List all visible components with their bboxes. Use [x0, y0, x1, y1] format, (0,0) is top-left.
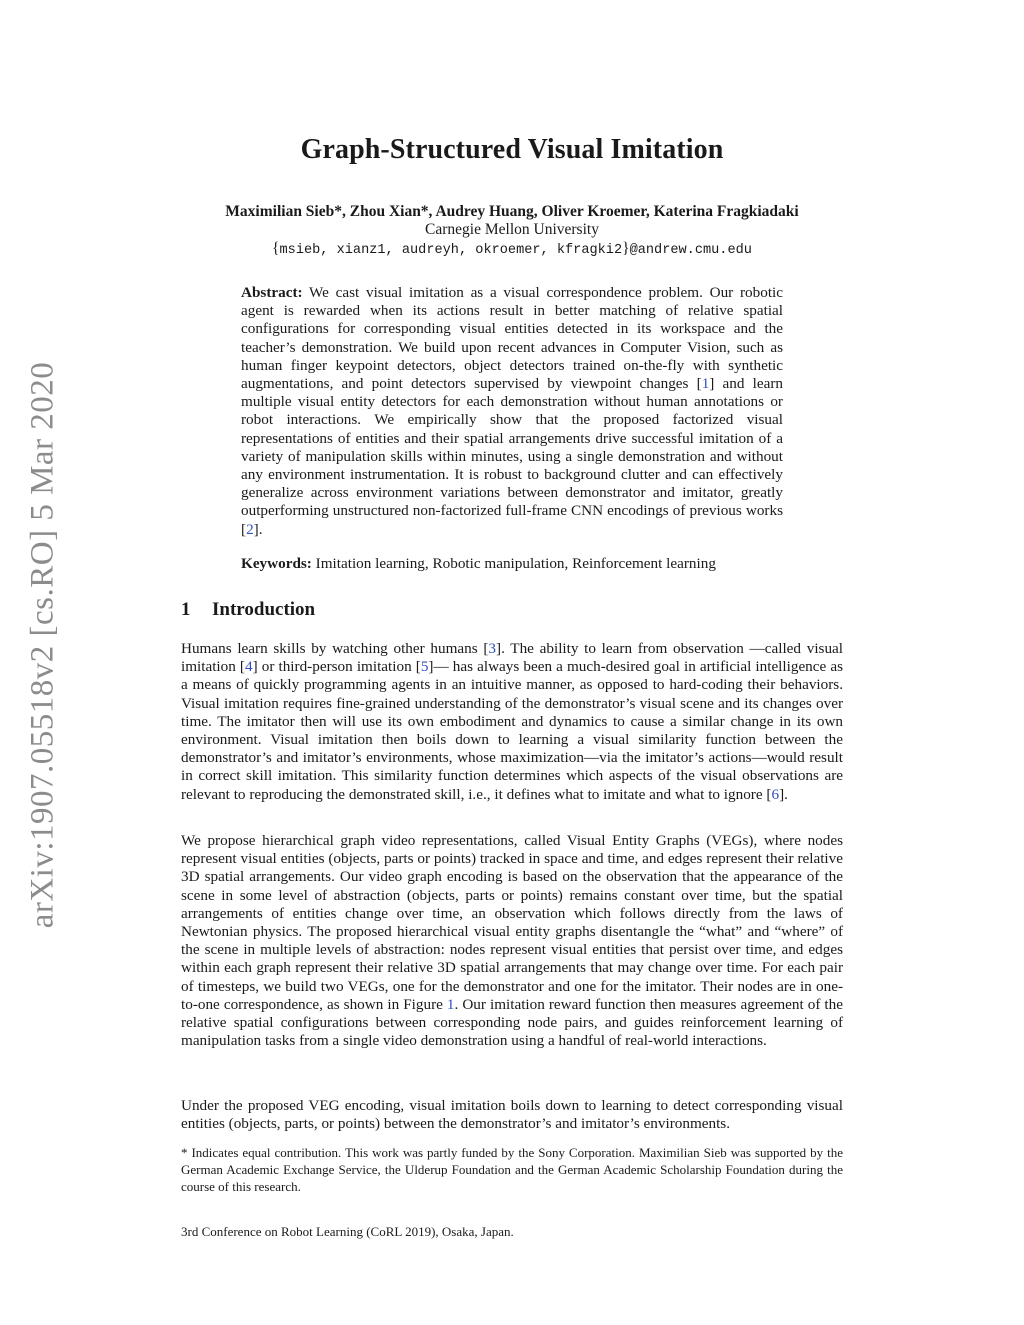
- intro-paragraph-2: [181, 832, 843, 1050]
- keywords-label: Keywords:: [241, 555, 312, 572]
- section-heading-introduction: [181, 599, 315, 621]
- author-emails: [0, 240, 1024, 258]
- paragraph-text: ].: [779, 785, 788, 803]
- footnote: * Indicates equal contribution. This work was partly funded by the Sony Corporation. Maximilian Sieb was supported by the German Academic Exchange Service, the Ulderup Foundation and the German Academic Scholarship Foundation during the course of this research.: [181, 1145, 843, 1194]
- abstract-text-3: ].: [253, 520, 263, 538]
- author-list: Maximilian Sieb*, Zhou Xian*, Audrey Huang, Oliver Kroemer, Katerina Fragkiadaki: [225, 203, 799, 220]
- citation-link[interactable]: 4: [245, 658, 253, 676]
- section-title: Introduction: [212, 599, 316, 620]
- abstract-label: Abstract:: [241, 284, 303, 301]
- abstract: [241, 284, 783, 539]
- figure-link[interactable]: 1: [446, 995, 455, 1013]
- abstract-text-2: ] and learn multiple visual entity detectors for each demonstration without human annotations or robot interactions. We empirically show that the proposed factorized visual representations of entities and their spatial arrangements drive successful imitation of a variety of manipulation skills within minutes, using a single demonstration and without any environment instrumentation. It is robust to background clutter and can effectively generalize across environment variations between demonstrator and imitator, greatly outperforming unstructured non-factorized full-frame CNN encodings of previous works [: [241, 375, 783, 538]
- paragraph-text: ]— has always been a much-desired goal in artificial intelligence as a means of quickly programming agents in an intuitive manner, as opposed to hard-coding their behaviors. Visual imitation requires fine-grained understanding of the demonstrator’s visual scene and its changes over time. The imitator then will use its own embodiment and dynamics to cause a similar change in its own environment. Visual imitation then boils down to learning a visual similarity function between the demonstrator’s and imitator’s environments, whose maximization—via the imitator’s actions—would result in correct skill imitation. This similarity function determines which aspects of the visual observations are relevant to reproducing the demonstrated skill, i.e., it defines what to imitate and what to ignore [: [181, 658, 844, 803]
- paragraph-text: ] or third-person imitation [: [252, 658, 421, 676]
- section-number: 1: [181, 599, 191, 620]
- citation-link[interactable]: 3: [488, 640, 497, 657]
- arxiv-id-text: arXiv:1907.05518v2 [cs.RO] 5 Mar 2020: [24, 361, 61, 929]
- email-close-brace: }: [622, 240, 630, 257]
- affiliation: Carnegie Mellon University: [425, 221, 599, 238]
- paper-title: Graph-Structured Visual Imitation: [300, 134, 724, 165]
- citation-link[interactable]: 5: [420, 658, 429, 676]
- intro-paragraph-1: [181, 640, 843, 804]
- venue-note: 3rd Conference on Robot Learning (CoRL 2019), Osaka, Japan.: [181, 1224, 514, 1239]
- email-names: msieb, xianz1, audreyh, okroemer, kfragki2: [279, 243, 623, 258]
- citation-link[interactable]: 6: [771, 785, 780, 803]
- abstract-text-1: We cast visual imitation as a visual correspondence problem. Our robotic agent is rewarded when its actions result in better matching of relative spatial configurations for corresponding visual entities detected in its workspace and the teacher’s demonstration. We build upon recent advances in Computer Vision, such as human finger keypoint detectors, object detectors trained on-the-fly with synthetic augmentations, and point detectors supervised by viewpoint changes [: [241, 284, 783, 393]
- arxiv-side-stamp: [0, 0, 60, 1325]
- keywords-text: Imitation learning, Robotic manipulation, Reinforcement learning: [311, 555, 716, 572]
- keywords: [241, 555, 783, 573]
- paragraph-text: Humans learn skills by watching other humans [: [181, 640, 489, 657]
- email-open-brace: {: [272, 240, 280, 257]
- citation-link[interactable]: 2: [246, 520, 254, 538]
- email-domain: @andrew.cmu.edu: [629, 243, 752, 258]
- citation-link[interactable]: 1: [701, 375, 710, 393]
- paragraph-text: ]. The ability to learn from observation —called visual imitation [: [181, 640, 843, 676]
- paragraph-text: We propose hierarchical graph video representations, called Visual Entity Graphs (VEGs), where nodes represent visual entities (objects, parts or points) tracked in space and time, and edges represent their relative 3D spatial arrangements. Our video graph encoding is based on the observation that the appearance of the scene in some level of abstraction (objects, parts or points) remains constant over time, but the spatial arrangements of entities change over time, an observation which follows directly from the laws of Newtonian physics. The proposed hierarchical visual entity graphs disentangle the “what” and “where” of the scene in multiple levels of abstraction: nodes represent visual entities that persist over time, and edges within each graph represent their relative 3D spatial arrangements that may change over time. For each pair of timesteps, we build two VEGs, one for the demonstrator and one for the imitator. Their nodes are in one-to-one correspondence, as shown in Figure: [181, 832, 843, 1013]
- paragraph-text: . Our imitation reward function then measures agreement of the relative spatial configurations between corresponding node pairs, and guides reinforcement learning of manipulation tasks from a single video demonstration using a handful of real-world interactions.: [181, 995, 843, 1050]
- intro-paragraph-3: Under the proposed VEG encoding, visual imitation boils down to learning to detect corresponding visual entities (objects, parts, or points) between the demonstrator’s and imitator’s environments.: [181, 1097, 843, 1133]
